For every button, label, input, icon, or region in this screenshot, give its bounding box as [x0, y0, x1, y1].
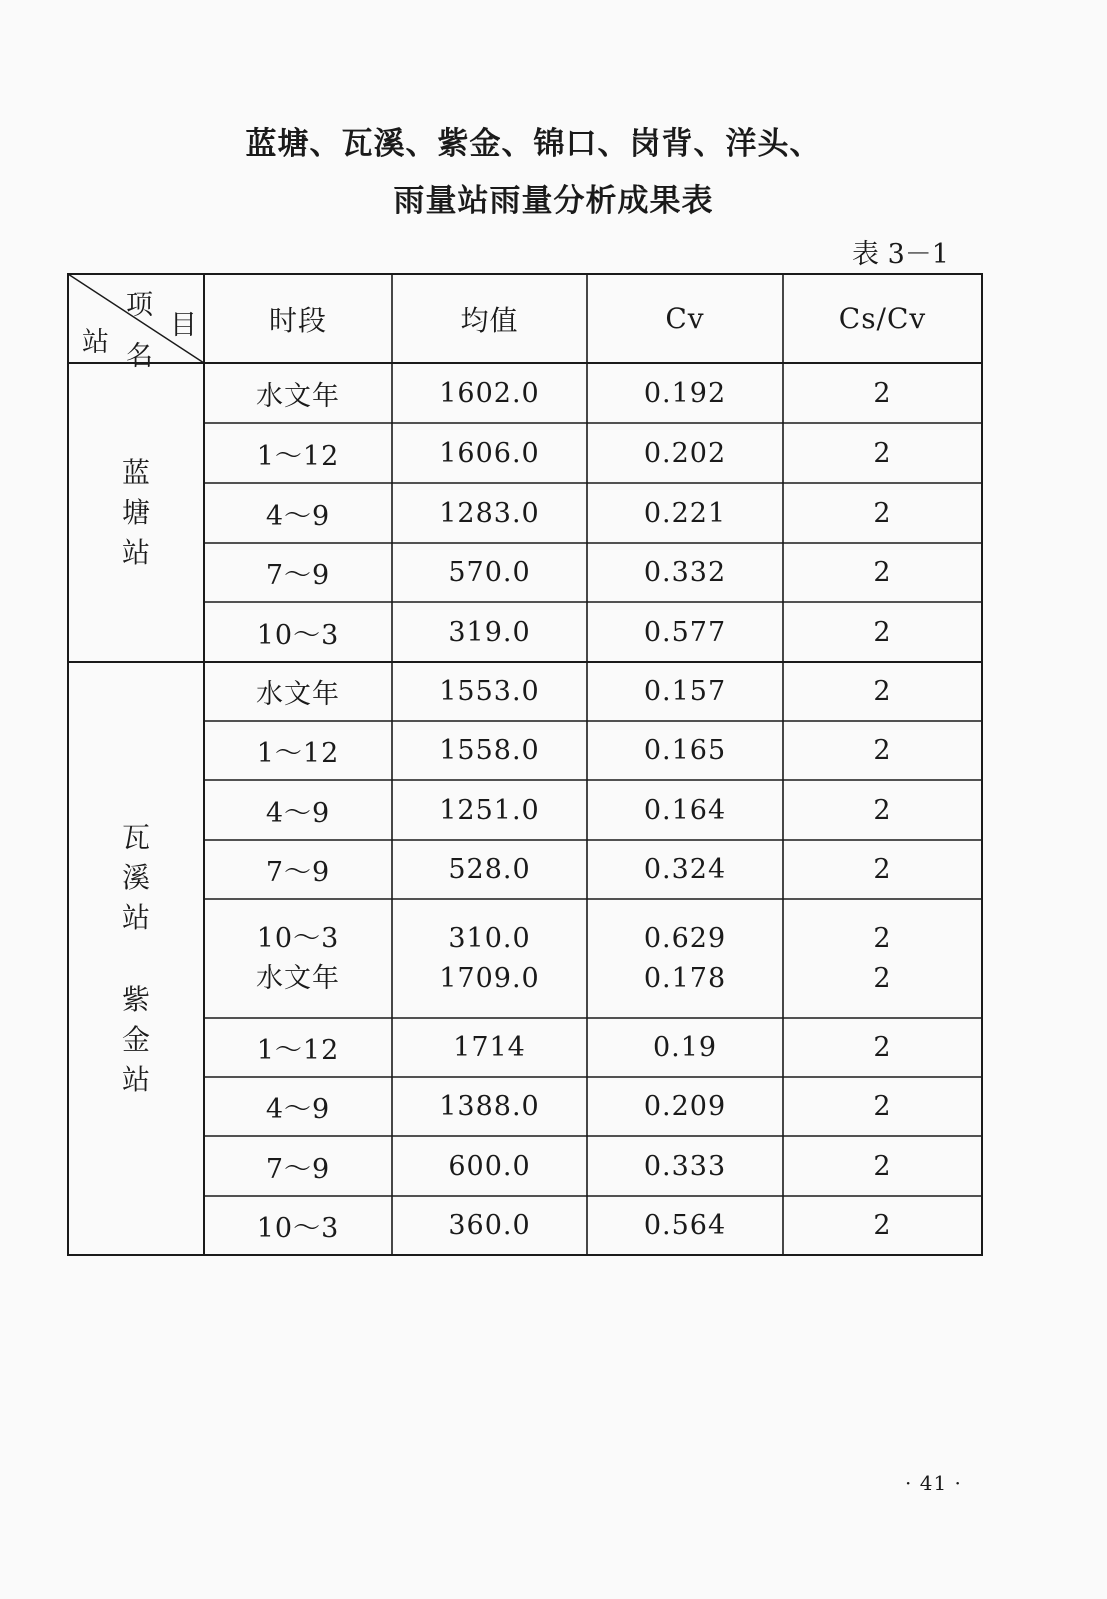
cell-period: 4～9: [265, 797, 331, 829]
cell-cs-cv: 2: [873, 497, 892, 529]
header-cs-cv: Cs/Cv: [838, 302, 927, 335]
cell-cv: 0.324: [643, 854, 727, 885]
title-line-2: 雨量站雨量分析成果表: [393, 183, 714, 219]
cell-period: 7～9: [265, 1153, 331, 1185]
cell-cs-cv: 2: [873, 377, 892, 409]
cell-mean: 310.0 1709.0: [439, 922, 540, 994]
cell-period: 7～9: [265, 857, 331, 888]
title-line-1: 蓝塘、瓦溪、紫金、锦口、岗背、洋头、: [245, 126, 822, 162]
cell-period: 水文年: [256, 679, 340, 710]
cell-cv: 0.333: [643, 1150, 727, 1182]
header-period: 时段: [268, 303, 327, 337]
cell-mean: 360.0: [448, 1210, 531, 1241]
table-number: 表 3－1: [852, 239, 949, 270]
cell-period: 10～3: [256, 1213, 340, 1244]
cell-cs-cv: 2: [873, 794, 892, 826]
cell-period: 1～12: [256, 1035, 340, 1066]
cell-cs-cv: 2: [873, 1210, 892, 1241]
cell-mean: 1388.0: [439, 1091, 540, 1122]
cell-mean: 1714: [453, 1032, 526, 1063]
cell-cs-cv: 2: [873, 557, 892, 588]
cell-cv: 0.577: [643, 616, 727, 648]
cell-period: 1～12: [256, 738, 340, 769]
cell-period: 10～3 水文年: [256, 922, 340, 994]
header-mean: 均值: [460, 303, 519, 337]
station-zijin: 紫 金 站: [121, 983, 150, 1096]
cell-mean: 319.0: [448, 616, 531, 648]
cell-cs-cv: 2: [873, 437, 892, 469]
cell-cs-cv: 2: [873, 1032, 892, 1063]
cell-cs-cv: 2: [873, 854, 892, 885]
cell-period: 4～9: [265, 1094, 331, 1125]
cell-mean: 1283.0: [439, 497, 540, 529]
cell-mean: 528.0: [448, 854, 531, 885]
cell-period: 7～9: [265, 560, 331, 591]
cell-mean: 1558.0: [439, 735, 540, 766]
cell-mean: 570.0: [448, 557, 531, 588]
cell-cs-cv: 2: [873, 1150, 892, 1182]
cell-cv: 0.629 0.178: [643, 922, 727, 994]
cell-mean: 1602.0: [439, 377, 540, 409]
cell-cv: 0.202: [643, 437, 727, 469]
cell-cs-cv: 2: [873, 1091, 892, 1122]
cell-cv: 0.192: [643, 377, 727, 409]
corner-station-char-2: 名: [126, 341, 153, 372]
cell-cv: 0.165: [643, 735, 727, 766]
cell-mean: 1553.0: [439, 676, 540, 707]
corner-station-char-1: 站: [82, 327, 109, 358]
cell-cv: 0.209: [643, 1091, 727, 1122]
cell-mean: 1251.0: [439, 794, 540, 826]
corner-item-char-2: 目: [170, 310, 197, 341]
cell-period: 4～9: [265, 500, 331, 532]
station-lantang: 蓝 塘 站: [121, 456, 150, 569]
cell-cv: 0.19: [652, 1032, 718, 1063]
station-waxi: 瓦 溪 站: [121, 821, 150, 934]
cell-cs-cv: 2 2: [873, 922, 892, 994]
cell-period: 1～12: [256, 440, 340, 472]
cell-mean: 600.0: [448, 1150, 531, 1182]
cell-cv: 0.164: [643, 794, 727, 826]
cell-cv: 0.221: [643, 497, 727, 529]
cell-period: 10～3: [256, 619, 340, 651]
cell-mean: 1606.0: [439, 437, 540, 469]
cell-cs-cv: 2: [873, 676, 892, 707]
cell-cv: 0.332: [643, 557, 727, 588]
corner-item-char-1: 项: [126, 290, 153, 321]
cell-cs-cv: 2: [873, 616, 892, 648]
page-number: · 41 ·: [905, 1471, 962, 1495]
header-cv: Cv: [665, 302, 705, 335]
cell-cv: 0.157: [643, 676, 727, 707]
cell-period: 水文年: [256, 380, 340, 412]
cell-cs-cv: 2: [873, 735, 892, 766]
cell-cv: 0.564: [643, 1210, 727, 1241]
